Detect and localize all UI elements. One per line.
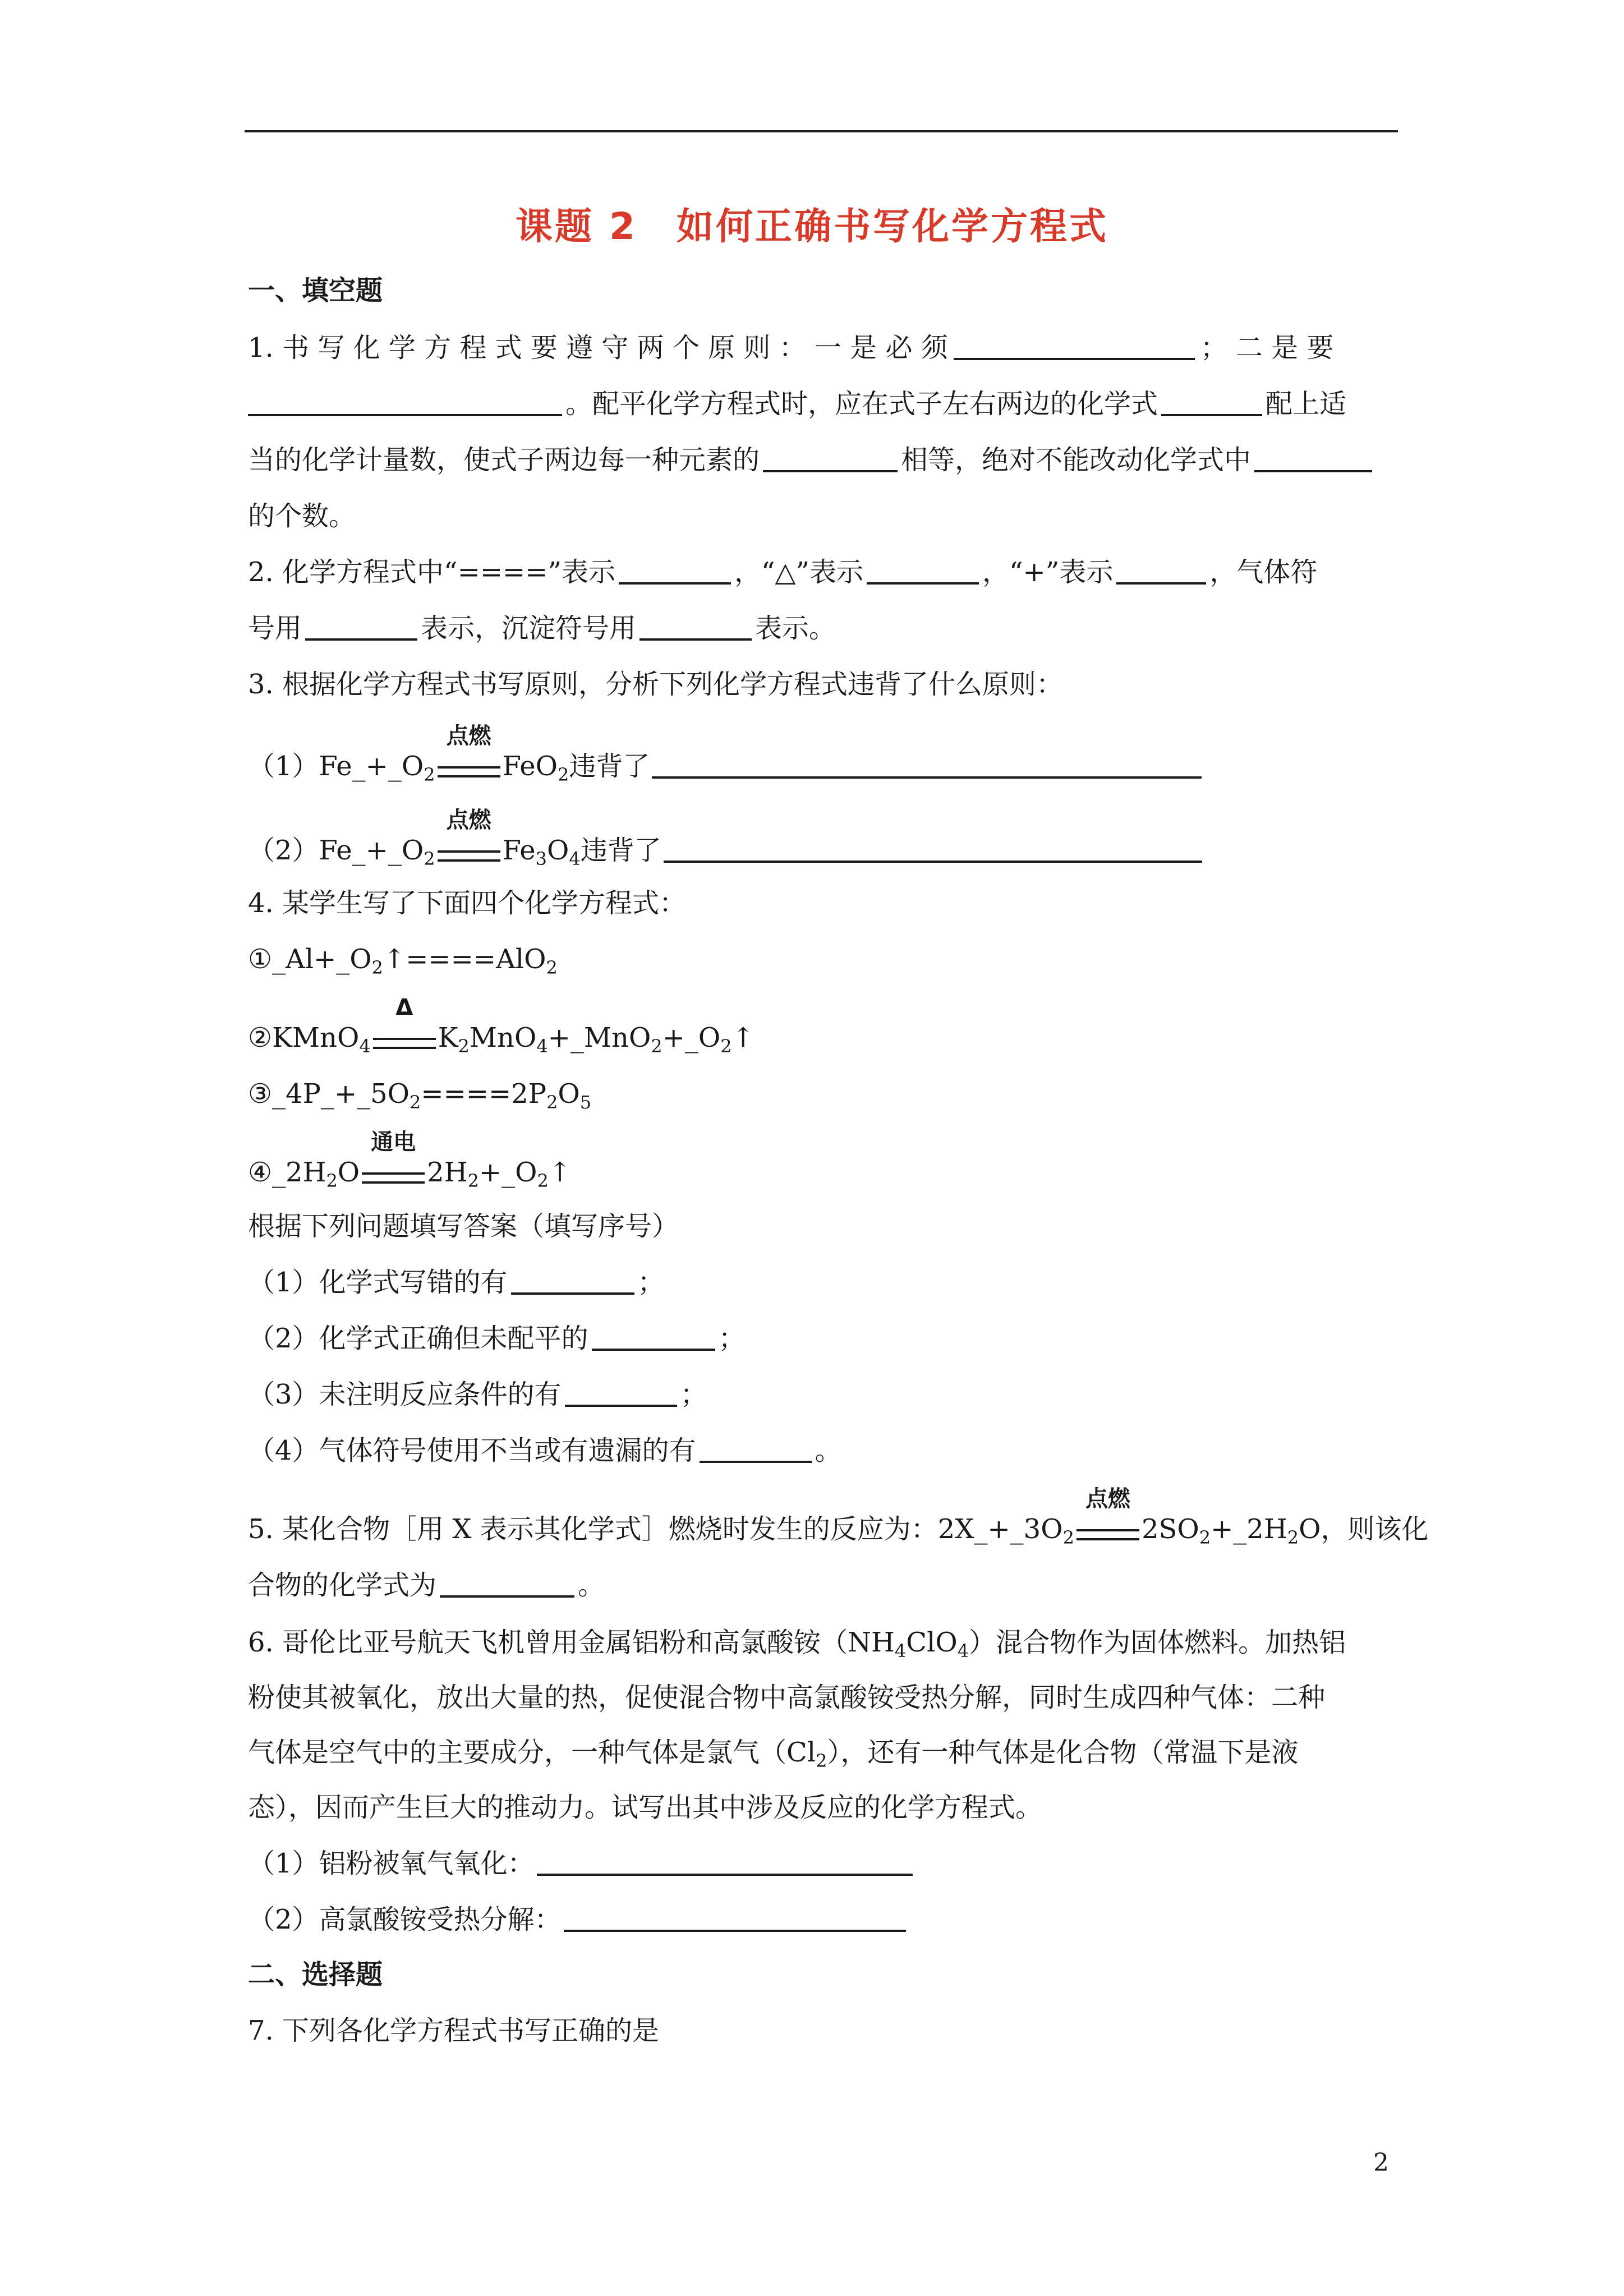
q4-eq-text: +_O (662, 1022, 721, 1053)
subscript: 4 (569, 848, 581, 869)
q3-p1-text: FeO (502, 751, 558, 782)
q5-text: 2SO (1141, 1513, 1199, 1545)
condition-label: 点燃 (1085, 1486, 1130, 1512)
q2-text: 表示，沉淀符号用 (421, 613, 637, 644)
subscript: 2 (651, 1036, 663, 1057)
q2-text: ，“+”表示 (982, 556, 1114, 588)
q4-eq1 (248, 942, 558, 984)
q6-text: 6. 哥伦比亚号航天飞机曾用金属铝粉和高氯酸铵（NH (248, 1627, 895, 1658)
q4-eq-text: ↑====AlO (383, 944, 546, 975)
subscript: 2 (537, 1170, 549, 1191)
q1-line3 (248, 443, 1372, 477)
condition-label: 通电 (371, 1129, 416, 1155)
condition-label: 点燃 (446, 807, 491, 833)
q3-p2-text: 违背了 (580, 835, 661, 866)
subscript: 2 (558, 764, 569, 785)
q6-blank-1[interactable] (537, 1847, 913, 1876)
subscript: 2 (409, 1092, 421, 1113)
q4-answer-text: （3）未注明反应条件的有 (248, 1379, 562, 1410)
q5-text: 。 (578, 1570, 605, 1601)
q5-line1 (248, 1486, 1429, 1554)
q3-blank-1[interactable] (652, 749, 1202, 779)
q1-line1 (248, 331, 1333, 365)
q3-part1 (248, 723, 1202, 792)
page-number: 2 (1373, 2148, 1389, 2177)
q1-blank-5[interactable] (1254, 443, 1372, 472)
q3-p2-text: （2）Fe_+_O (248, 835, 424, 866)
section-heading-fill-in: 一、填空题 (248, 275, 383, 306)
subscript: 2 (424, 764, 435, 785)
q4-answer-2 (248, 1322, 746, 1355)
subscript: 2 (371, 957, 383, 978)
q3-part2 (248, 807, 1202, 876)
subscript: 2 (720, 1036, 732, 1057)
q4-blank-4[interactable] (700, 1434, 812, 1463)
subscript: 2 (546, 1092, 558, 1113)
reaction-condition-arrow (1076, 1486, 1139, 1548)
q3-p2-text: O (547, 835, 569, 866)
q5-text: O，则该化 (1299, 1513, 1429, 1545)
q6-line4: 态），因而产生巨大的推动力。试写出其中涉及反应的化学方程式。 (248, 1792, 1043, 1823)
q4-eq-text: ①_Al+_O (248, 944, 372, 975)
q5-blank[interactable] (440, 1568, 574, 1598)
reaction-condition-arrow (438, 807, 500, 869)
subscript: 2 (816, 1750, 827, 1772)
header-rule (245, 130, 1398, 132)
q2-blank-2[interactable] (867, 555, 979, 585)
q4-eq-text: MnO (469, 1022, 537, 1053)
q4-ask: 根据下列问题填写答案（填写序号） (248, 1211, 679, 1242)
q6-line3 (248, 1736, 1298, 1778)
q4-eq-text: ③_4P_+_5O (248, 1078, 410, 1110)
subscript: 2 (1199, 1527, 1211, 1548)
q4-eq-text: K (438, 1022, 458, 1053)
condition-label: Δ (395, 995, 413, 1020)
q4-blank-3[interactable] (565, 1378, 677, 1407)
q2-line1 (248, 555, 1317, 589)
q1-line4: 的个数。 (248, 500, 356, 532)
subscript: 2 (1287, 1527, 1299, 1548)
subscript: 4 (359, 1036, 371, 1057)
q2-blank-4[interactable] (305, 611, 417, 641)
subscript: 4 (957, 1640, 969, 1662)
subscript: 2 (326, 1170, 338, 1191)
q1-line2 (248, 387, 1346, 421)
subscript: 5 (579, 1092, 592, 1113)
q2-blank-3[interactable] (1116, 555, 1206, 585)
q6-line2: 粉使其被氧化，放出大量的热，促使混合物中高氯酸铵受热分解，同时生成四种气体：二种 (248, 1682, 1326, 1713)
q6-text: ），还有一种气体是化合物（常温下是液 (827, 1737, 1299, 1768)
q6-text: （2）高氯酸铵受热分解： (248, 1904, 562, 1935)
q4-answer-3 (248, 1378, 707, 1411)
subscript: 2 (424, 848, 435, 869)
q2-text: 号用 (248, 613, 302, 644)
q4-eq-text: O (337, 1157, 360, 1188)
q1-text: 当的化学计量数，使式子两边每一种元素的 (248, 444, 760, 476)
q1-blank-4[interactable] (763, 443, 898, 472)
q4-answer-text: ； (718, 1323, 746, 1354)
condition-label: 点燃 (446, 723, 491, 749)
q6-line1 (248, 1626, 1346, 1668)
q5-text: +_2H (1211, 1513, 1287, 1545)
subscript: 2 (467, 1170, 479, 1191)
q4-eq-text: ↑ (732, 1022, 755, 1053)
q4-blank-2[interactable] (592, 1322, 715, 1351)
q3-p1-text: （1）Fe_+_O (248, 751, 424, 782)
q5-text: 5. 某化合物［用 X 表示其化学式］燃烧时发生的反应为：2X_+_3O (248, 1513, 1063, 1545)
q3-p1-text: 违背了 (569, 751, 650, 782)
reaction-condition-arrow (373, 995, 436, 1057)
q4-eq3 (248, 1077, 591, 1119)
q4-answer-text: （4）气体符号使用不当或有遗漏的有 (248, 1435, 696, 1466)
q4-blank-1[interactable] (511, 1266, 634, 1295)
subscript: 4 (894, 1640, 907, 1662)
q4-answer-text: ； (637, 1267, 665, 1298)
q2-blank-1[interactable] (619, 555, 731, 585)
q1-text: 配上适 (1266, 388, 1347, 420)
q6-text: ClO (906, 1627, 958, 1658)
q3-blank-2[interactable] (664, 834, 1202, 863)
q7-stem: 7. 下列各化学方程式书写正确的是 (248, 2015, 660, 2046)
q4-eq-text: ====2P (421, 1078, 547, 1110)
q4-eq4 (248, 1129, 572, 1198)
subscript: 2 (1062, 1527, 1074, 1548)
subscript: 2 (458, 1036, 470, 1057)
q6-part1 (248, 1847, 913, 1880)
q4-answer-text: （1）化学式写错的有 (248, 1267, 508, 1298)
q4-stem: 4. 某学生写了下面四个化学方程式： (248, 887, 687, 919)
subscript: 3 (535, 848, 548, 869)
q2-text: 表示。 (755, 613, 836, 644)
q6-text: （1）铝粉被氧气氧化： (248, 1848, 535, 1879)
q5-line2 (248, 1568, 605, 1602)
q1-text: 相等，绝对不能改动化学式中 (901, 444, 1252, 476)
reaction-condition-arrow (438, 723, 500, 785)
subscript: 4 (536, 1036, 548, 1057)
q4-eq-text: ④_2H (248, 1157, 326, 1188)
q1-blank-1[interactable] (954, 331, 1195, 360)
q1-blank-3[interactable] (1161, 387, 1262, 416)
q3-p2-text: Fe (502, 835, 536, 866)
q1-text: ； 二 是 要 (1200, 332, 1334, 364)
reaction-condition-arrow (362, 1129, 425, 1191)
q2-text: 2. 化学方程式中“====”表示 (248, 556, 616, 588)
q4-eq-text: ②KMnO (248, 1022, 360, 1053)
q6-part2 (248, 1903, 906, 1936)
q4-answer-text: 。 (815, 1435, 842, 1466)
q1-text: 1. 书 写 化 学 方 程 式 要 遵 守 两 个 原 则 ： 一 是 必 须 (248, 332, 948, 364)
q2-text: ，气体符 (1209, 556, 1318, 588)
q4-eq-text: ↑ (548, 1157, 572, 1188)
q1-text: 。配平化学方程式时，应在式子左右两边的化学式 (565, 388, 1158, 420)
q6-blank-2[interactable] (564, 1903, 906, 1932)
q2-line2 (248, 611, 836, 645)
q3-stem: 3. 根据化学方程式书写原则，分析下列化学方程式违背了什么原则： (248, 669, 1064, 700)
section-heading-multiple-choice: 二、选择题 (248, 1959, 383, 1990)
q2-text: ，“△”表示 (734, 556, 864, 588)
q4-answer-text: （2）化学式正确但未配平的 (248, 1323, 588, 1354)
q4-answer-1 (248, 1266, 665, 1299)
q4-eq-text: O (558, 1078, 580, 1110)
q2-blank-5[interactable] (640, 611, 752, 641)
subscript: 2 (546, 957, 558, 978)
q4-answer-text: ； (680, 1379, 707, 1410)
page-title: 课题 2 如何正确书写化学方程式 (516, 205, 1108, 248)
q1-blank-2[interactable] (248, 387, 562, 416)
q4-eq-text: +_O (479, 1157, 537, 1188)
q4-eq2 (248, 995, 755, 1063)
q5-text: 合物的化学式为 (248, 1570, 437, 1601)
q4-eq-text: 2H (427, 1157, 468, 1188)
q4-eq-text: +_MnO (548, 1022, 651, 1053)
q6-text: ）混合物作为固体燃料。加热铝 (969, 1627, 1346, 1658)
q4-answer-4 (248, 1434, 842, 1467)
q6-text: 气体是空气中的主要成分，一种气体是氯气（Cl (248, 1737, 816, 1768)
